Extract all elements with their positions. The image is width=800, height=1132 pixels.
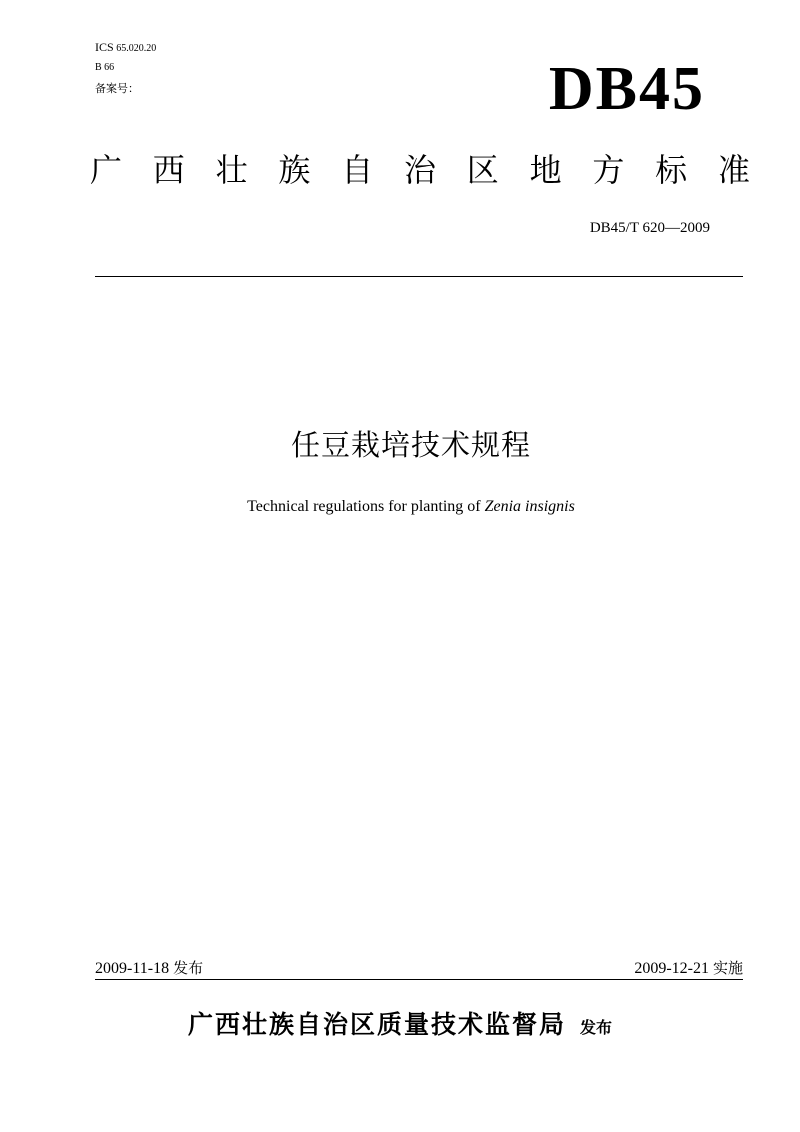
standard-category-title (90, 148, 750, 192)
category-char: 自 (341, 151, 374, 189)
category-char: 区 (466, 151, 499, 189)
issue-date: 2009-11-18 (95, 960, 170, 977)
standard-number: DB45/T 620—2009 (589, 220, 710, 236)
footer-divider (95, 979, 743, 980)
category-char: 方 (592, 151, 625, 189)
category-char: 准 (717, 151, 750, 189)
issue-label: 发布 (173, 959, 204, 977)
english-title-prefix: Technical regulations for planting of (247, 498, 485, 515)
issuer-name: 广西壮族自治区质量技术监督局 (187, 1010, 566, 1039)
header-divider (95, 276, 743, 277)
species-name: Zenia insignis (484, 498, 575, 515)
implementation-date: 2009-12-21 (634, 960, 709, 977)
ics-label: ICS (95, 40, 114, 54)
category-char: 西 (152, 151, 185, 189)
category-char: 治 (403, 151, 436, 189)
category-char: 标 (655, 151, 688, 189)
issue-date-line (95, 957, 203, 980)
ics-code: 65.020.20 (116, 43, 157, 54)
record-number-label: 备案号： (95, 82, 139, 95)
document-title-english (0, 496, 800, 518)
document-title-chinese: 任豆栽培技术规程 (290, 428, 531, 462)
category-char: 广 (90, 151, 123, 189)
ccs-code: B 66 (95, 62, 115, 73)
implementation-label: 实施 (712, 959, 743, 977)
category-char: 族 (278, 151, 311, 189)
ics-code-line (95, 41, 156, 55)
standard-logo: DB45 (548, 55, 705, 123)
issuing-authority (0, 1005, 800, 1048)
issuer-suffix: 发布 (580, 1018, 613, 1037)
category-char: 地 (529, 151, 562, 189)
category-char: 壮 (215, 151, 248, 189)
implementation-date-line (480, 957, 743, 980)
